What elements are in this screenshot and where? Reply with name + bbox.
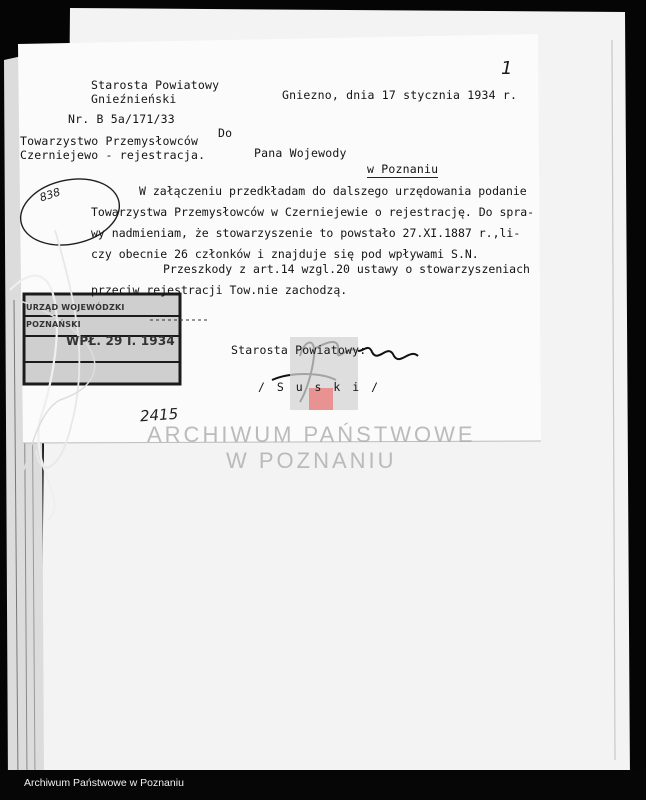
letter-body bbox=[91, 181, 534, 265]
margin-note: 838 bbox=[38, 185, 62, 205]
watermark-line2: W POZNANIU bbox=[226, 448, 397, 473]
stamp-text bbox=[26, 299, 176, 350]
letter-body-2 bbox=[91, 259, 530, 301]
body-line: wy nadmieniam, że stowarzyszenie to powstało 27.XI.1887 r.,li- bbox=[91, 226, 521, 240]
addressee-city: w Poznaniu bbox=[367, 162, 439, 176]
body-line: Towarzystwa Przemysłowców w Czerniejewie o rejestrację. Do spra- bbox=[91, 205, 535, 219]
to-label: Do bbox=[218, 126, 233, 140]
letter-date: Gniezno, dnia 17 stycznia 1934 r. bbox=[282, 88, 518, 102]
signature-title: Starosta Powiatowy: bbox=[231, 343, 367, 357]
subject-line: Towarzystwo Przemysłowców bbox=[20, 134, 199, 148]
body-line: przeciw rejestracji Tow.nie zachodzą. bbox=[91, 283, 348, 297]
office-line: Gnieźnieński bbox=[91, 92, 177, 106]
footer-caption: Archiwum Państwowe w Poznaniu bbox=[24, 777, 184, 789]
body-line: W załączeniu przedkładam do dalszego urzędowania podanie bbox=[139, 184, 527, 198]
letter-subject bbox=[20, 134, 205, 162]
letter-office-block bbox=[91, 78, 219, 106]
stamp-line: URZĄD WOJEWÓDZKI POZNAŃSKI bbox=[26, 303, 125, 329]
office-line: Starosta Powiatowy bbox=[91, 78, 220, 92]
signature-name: / S u s k i / bbox=[258, 380, 381, 394]
body-line: czy obecnie 26 członków i znajduje się pod wpływami S.N. bbox=[91, 247, 479, 261]
addressee: Pana Wojewody bbox=[254, 146, 347, 160]
stamp-line: WPŁ. 29 I. 1934 bbox=[66, 334, 175, 348]
watermark-line1: ARCHIWUM PAŃSTWOWE bbox=[147, 422, 476, 447]
body-line: Przeszkody z art.14 wzgl.20 ustawy o stowarzyszeniach bbox=[163, 262, 530, 276]
letter-reference: Nr. B 5a/171/33 bbox=[68, 112, 175, 126]
subject-line: Czerniejewo - rejestracja. bbox=[20, 148, 206, 162]
page-number: 1 bbox=[501, 58, 513, 79]
handwritten-number: 2415 bbox=[139, 404, 179, 426]
